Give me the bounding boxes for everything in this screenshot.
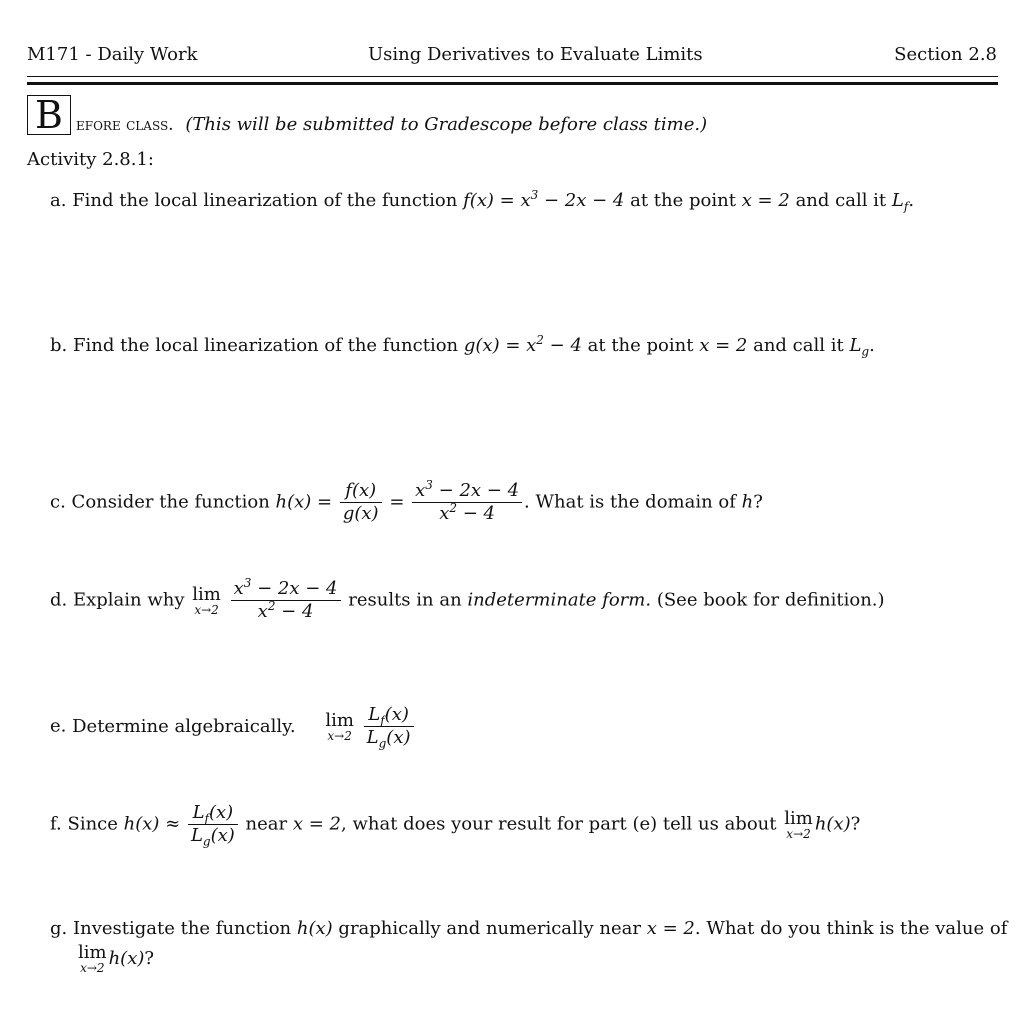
question-g [50, 918, 1007, 939]
question-c-text: Consider the function [71, 491, 270, 513]
question-g-line2: lim x→2 h(x)? [78, 942, 155, 975]
question-a-label: a. [50, 190, 67, 211]
question-e [50, 704, 416, 749]
question-f-text: Since [67, 813, 118, 835]
question-a-text2: at the point [630, 190, 736, 211]
question-e-label: e. [50, 715, 67, 737]
section-label: Section 2.8 [894, 44, 997, 65]
question-d [50, 578, 885, 623]
question-d-text: Explain why [72, 589, 185, 611]
question-f-frac: $\frac{L_f(x)}{L_g(x)}$ [188, 802, 238, 847]
question-e-text: Determine algebraically. [72, 715, 296, 737]
page-title: Using Derivatives to Evaluate Limits [368, 44, 703, 65]
question-a-name: $L_f$ [891, 190, 909, 214]
header-rule-thin [27, 76, 998, 77]
drop-cap: B [27, 95, 71, 135]
question-g-text: Investigate the function [72, 918, 292, 939]
course-name: M171 - Daily Work [27, 44, 198, 65]
question-g-hx: h(x) [296, 918, 333, 939]
question-b-label: b. [50, 335, 68, 356]
question-a-point: x = 2 [741, 190, 790, 211]
question-f-hx: h(x) ≈ [123, 813, 181, 835]
question-c-frac2: $\frac{x^3 - 2x - 4}{x^2 - 4}$ [412, 480, 522, 525]
question-b-text3: and call it [753, 335, 844, 356]
before-class-heading: efore class. [76, 115, 174, 135]
question-g-point: x = 2 [646, 918, 695, 939]
question-b-text2: at the point [587, 335, 694, 356]
question-a-text: Find the local linearization of the function [72, 190, 458, 211]
question-d-frac: $\frac{x^3 - 2x - 4}{x^2 - 4}$ [231, 578, 341, 623]
question-f-text3: , what does your result for part (e) tell us about [341, 813, 777, 835]
question-f: f. Since h(x) ≈ $\frac{L_f(x)}{L_g(x)}$ near x = 2, what does your result for part (e) tell us about lim x→2 h(x)? [50, 802, 861, 849]
question-d-indeterminate: indeterminate form. [467, 589, 652, 611]
header-rule-thick [27, 82, 998, 85]
question-c-hx: h(x) = [275, 491, 333, 513]
question-b-func: $g(x) = x^2 - 4$ [463, 333, 582, 356]
question-f-limit: lim x→2 [784, 807, 813, 841]
question-d-label: d. [50, 589, 68, 611]
before-class-line [76, 114, 707, 135]
question-a-text3: and call it [795, 190, 887, 211]
question-c: c. Consider the function h(x) = $\frac{f(x)}{g(x)}$ = $\frac{x^3 - 2x - 4}{x^2 - 4}$ . What is the domain of h? [50, 478, 763, 524]
question-b-name: $L_g$ [849, 335, 870, 359]
before-class-note: (This will be submitted to Gradescope before class time.) [185, 114, 708, 135]
question-c-text2: . What is the domain of [524, 491, 736, 513]
question-g-text2: graphically and numerically near [338, 918, 642, 939]
question-c-label: c. [50, 491, 66, 513]
question-c-frac1: $\frac{f(x)}{g(x)}$ [340, 480, 382, 525]
activity-title: Activity 2.8.1: [27, 149, 154, 170]
question-d-limit: lim x→2 [192, 583, 221, 617]
question-f-label: f. [50, 813, 62, 835]
question-g-text3: . What do you think is the value of [694, 918, 1008, 939]
question-g-label: g. [50, 918, 68, 939]
question-e-frac: $\frac{L_f(x)}{L_g(x)}$ [364, 704, 414, 749]
question-f-point: x = 2 [292, 813, 342, 835]
question-b: b. Find the local linearization of the function $g(x) = x^2 - 4$ at the point x = 2 and call it $L_g$. [50, 333, 875, 359]
question-b-text: Find the local linearization of the function [72, 335, 459, 356]
question-f-text2: near [245, 813, 288, 835]
question-g-limit: lim x→2 [78, 942, 107, 975]
question-d-text3: (See book for definition.) [656, 589, 885, 611]
question-b-point: x = 2 [699, 335, 748, 356]
question-a: a. Find the local linearization of the function $f(x) = x^3 - 2x - 4$ at the point x = 2 and call it $L_f$. [50, 188, 915, 214]
question-d-text2: results in an [348, 589, 462, 611]
question-e-limit: lim x→2 [325, 709, 354, 743]
question-a-func: $f(x) = x^3 - 2x - 4$ [463, 188, 625, 211]
